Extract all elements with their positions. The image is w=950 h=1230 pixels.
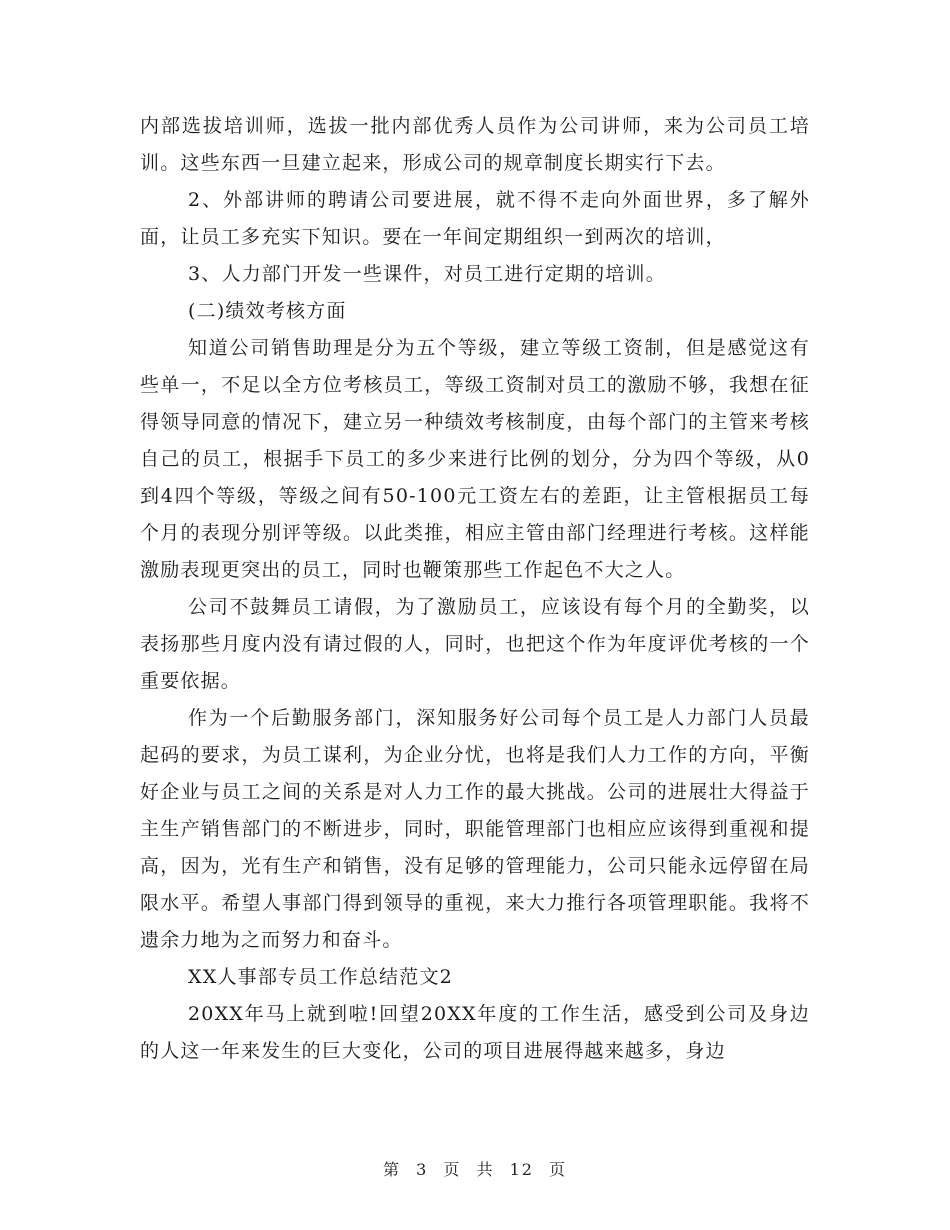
footer-total-word: 共 [476, 1160, 495, 1179]
total-pages-number: 12 [509, 1160, 534, 1179]
footer-prefix: 第 [382, 1160, 401, 1179]
page-footer [0, 1157, 950, 1180]
paragraph-3: 3、人力部门开发一些课件，对员工进行定期的培训。 [188, 263, 666, 285]
paragraph-2: 2、外部讲师的聘请公司要进展，就不得不走向外面世界，多了解外面，让员工多充实下知识。要在一年间定期组织一到两次的培训， [140, 189, 810, 248]
paragraph-6: 公司不鼓舞员工请假，为了激励员工，应该设有每个月的全勤奖，以表扬那些月度内没有请过假的人，同时，也把这个作为年度评优考核的一个重要依据。 [140, 596, 810, 692]
paragraph-5: 知道公司销售助理是分为五个等级，建立等级工资制，但是感觉这有些单一，不足以全方位考核员工，等级工资制对员工的激励不够，我想在征得领导同意的情况下，建立另一种绩效考核制度，由每个部门的主管来考核自己的员工，根据手下员工的多少来进行比例的划分，分为四个等级，从0到4四个等级，等级之间有50-100元工资左右的差距，让主管根据员工每个月的表现分别评等级。以此类推，相应主管由部门经理进行考核。这样能激励表现更突出的员工，同时也鞭策那些工作起色不大之人。 [140, 337, 810, 581]
footer-suffix: 页 [549, 1160, 568, 1179]
footer-page-word: 页 [443, 1160, 462, 1179]
section-heading: (二)绩效考核方面 [188, 300, 347, 322]
paragraph-9: 20XX年马上就到啦!回望20XX年度的工作生活，感受到公司及身边的人这一年来发生的巨大变化，公司的项目进展得越来越多，身边 [140, 1003, 810, 1062]
paragraph-7: 作为一个后勤服务部门，深知服务好公司每个员工是人力部门人员最起码的要求，为员工谋利，为企业分忧，也将是我们人力工作的方向，平衡好企业与员工之间的关系是对人力工作的最大挑战。公司的进展壮大得益于主生产销售部门的不断进步，同时，职能管理部门也相应应该得到重视和提高，因为，光有生产和销售，没有足够的管理能力，公司只能永远停留在局限水平。希望人事部门得到领导的重视，来大力推行各项管理职能。我将不遗余力地为之而努力和奋斗。 [140, 707, 810, 951]
document-body [140, 108, 810, 1070]
current-page-number: 3 [416, 1160, 429, 1179]
paragraph-1: 内部选拔培训师，选拔一批内部优秀人员作为公司讲师，来为公司员工培训。这些东西一旦建立起来，形成公司的规章制度长期实行下去。 [140, 115, 810, 174]
article-title: XX人事部专员工作总结范文2 [188, 966, 453, 988]
